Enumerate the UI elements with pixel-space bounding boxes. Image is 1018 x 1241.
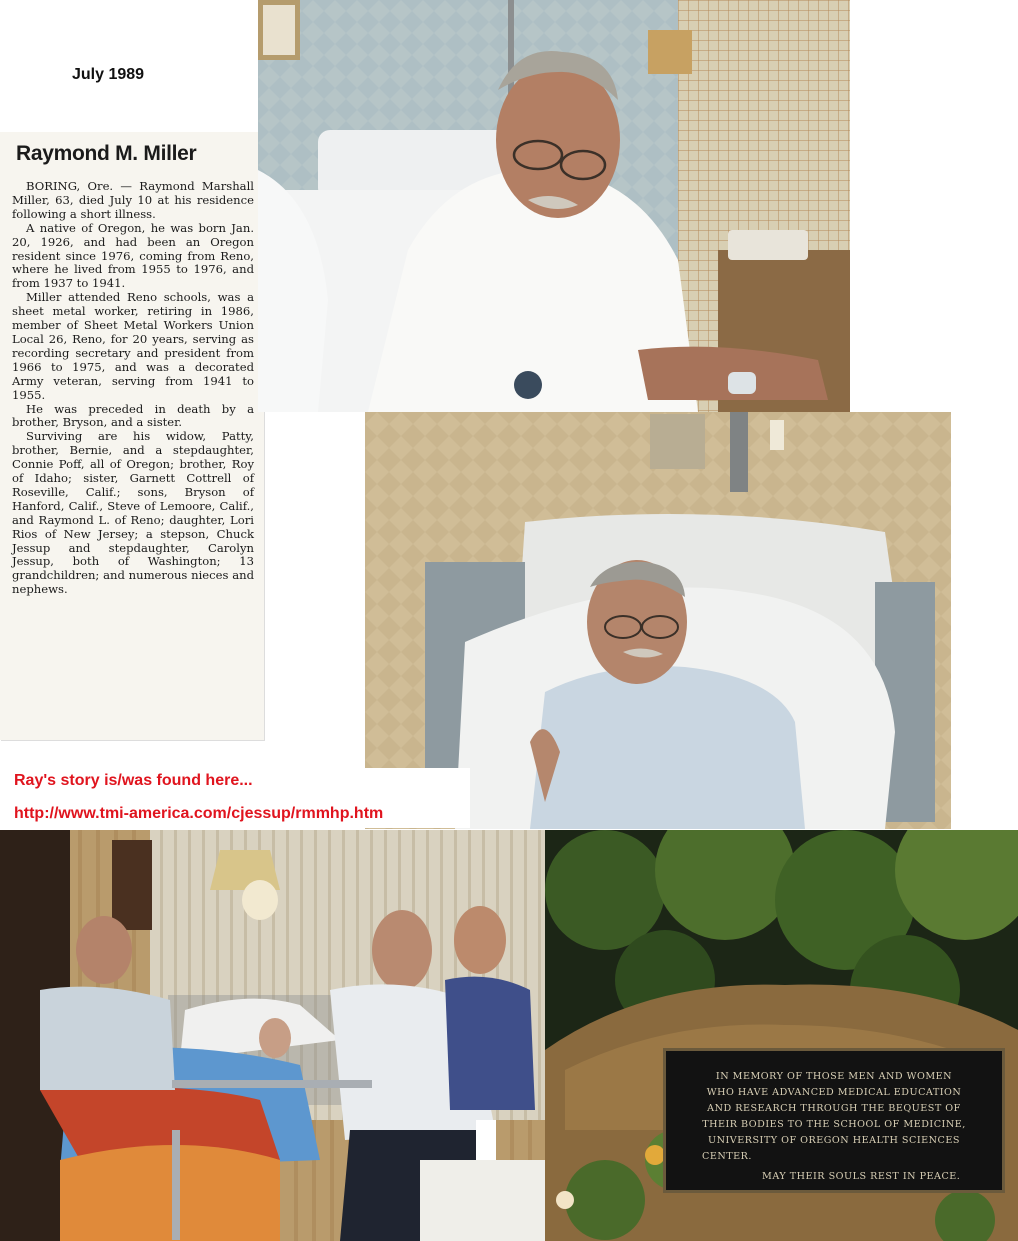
obituary-title: Raymond M. Miller bbox=[16, 142, 197, 165]
photo-hospital-sitting bbox=[258, 0, 850, 412]
obituary-body bbox=[12, 180, 254, 597]
obituary-paragraph: Miller attended Reno schools, was a sheet metal worker, retiring in 1986, member of Sheet Metal Workers Union Local 26, Reno, for 20 years, serving as recording secretary and president from 1966 to 1975, and was a decorated Army veteran, serving from 1941 to 1955. bbox=[12, 290, 254, 402]
photo-family-room bbox=[0, 830, 545, 1241]
memorial-plaque bbox=[663, 1048, 1005, 1193]
obituary-paragraph: He was preceded in death by a brother, Bryson, and a sister. bbox=[12, 401, 254, 430]
plaque-line: UNIVERSITY OF OREGON HEALTH SCIENCES bbox=[708, 1135, 960, 1146]
plaque-line: CENTER. bbox=[702, 1151, 752, 1162]
plaque-line: IN MEMORY OF THOSE MEN AND WOMEN bbox=[715, 1071, 953, 1082]
plaque-line: WHO HAVE ADVANCED MEDICAL EDUCATION bbox=[706, 1087, 962, 1098]
plaque-line: THEIR BODIES TO THE SCHOOL OF MEDICINE, bbox=[702, 1119, 966, 1130]
photo-hospital-bed bbox=[365, 412, 951, 829]
obituary-paragraph: Surviving are his widow, Patty, brother, Bernie, and a stepdaughter, Connie Poff, all of Oregon; brother, Roy of Idaho; sister, Garnett Cottrell of Roseville, Calif.; sons, Bryson of Hanford, Calif., Steve of Lemoore, Calif., and Raymond L. of Reno; daughter, Lori Rios of New Jersey; a stepson, Chuck Jessup and stepdaughter, Carolyn Jessup, both of Washington; 13 grandchildren; and numerous nieces and nephews. bbox=[12, 429, 254, 597]
story-text: Ray's story is/was found here... bbox=[14, 772, 253, 789]
plaque-line: MAY THEIR SOULS REST IN PEACE. bbox=[762, 1171, 961, 1182]
obituary-clipping bbox=[0, 132, 264, 740]
obituary-paragraph: A native of Oregon, he was born Jan. 20, 1926, and had been an Oregon resident since 1976, coming from Reno, where he lived from 1955 to 1976, and from 1937 to 1941. bbox=[12, 220, 254, 291]
plaque-line: AND RESEARCH THROUGH THE BEQUEST OF bbox=[707, 1103, 961, 1114]
obituary-paragraph: BORING, Ore. — Raymond Marshall Miller, 63, died July 10 at his residence following a short illness. bbox=[12, 179, 254, 221]
date-label: July 1989 bbox=[72, 66, 145, 83]
story-url-link[interactable]: http://www.tmi-america.com/cjessup/rmmhp.htm bbox=[14, 805, 384, 822]
